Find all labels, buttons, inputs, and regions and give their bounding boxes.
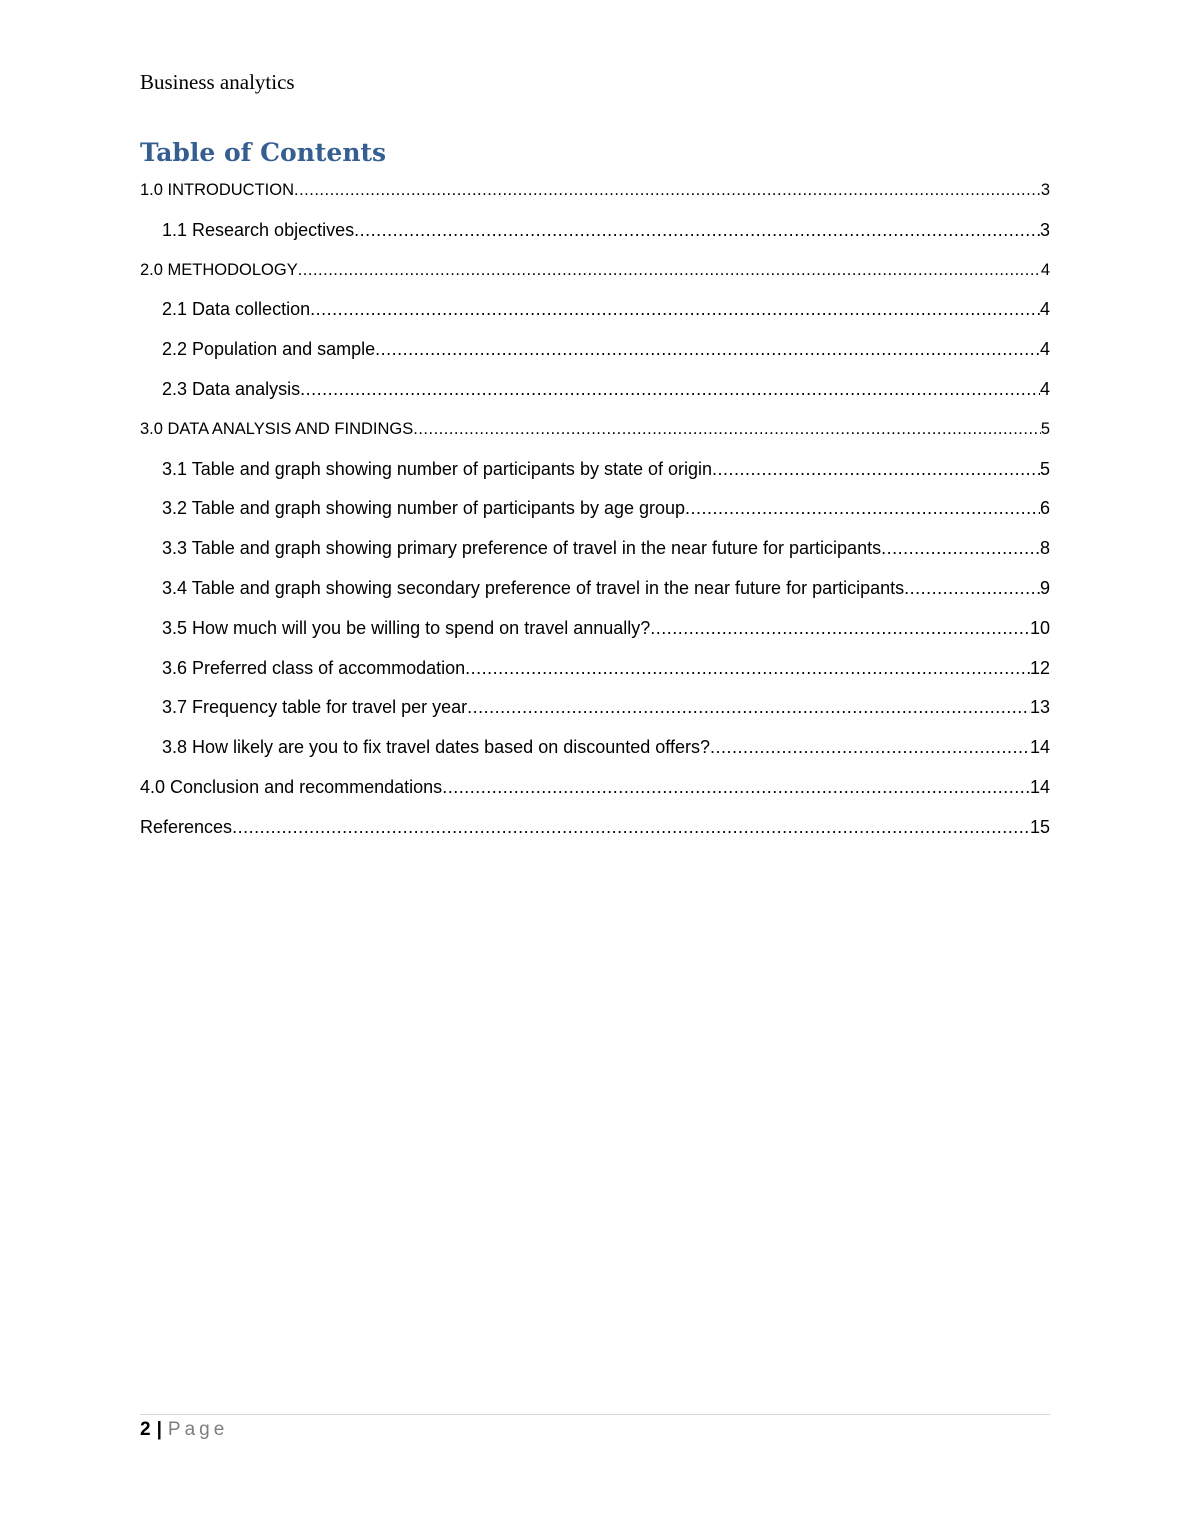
toc-dot-leader [442, 773, 1030, 801]
toc-entry[interactable] [140, 216, 1050, 256]
toc-entry-title: 2.0 METHODOLOGY [140, 260, 298, 279]
toc-dot-leader [685, 494, 1040, 522]
toc-dot-leader [232, 813, 1030, 841]
footer-page-label: Page [167, 1419, 229, 1440]
toc-dot-leader [465, 654, 1030, 682]
toc-entry-title: 3.1 Table and graph showing number of participants by state of origin [162, 458, 713, 479]
toc-entry[interactable] [140, 773, 1050, 813]
footer-separator: | [156, 1419, 162, 1440]
toc-entry-title: 3.5 How much will you be willing to spend on travel annually? [162, 617, 651, 638]
toc-dot-leader [712, 455, 1040, 483]
toc-dot-leader [413, 415, 1041, 443]
toc-entry-page: 8 [1039, 538, 1050, 559]
toc-dot-leader [710, 733, 1030, 761]
toc-entry-page: 14 [1029, 737, 1050, 758]
toc-entry-title: 3.4 Table and graph showing secondary preference of travel in the near future for participants [162, 577, 905, 598]
toc-entry[interactable] [140, 455, 1050, 495]
toc-entry-page: 6 [1039, 498, 1050, 519]
toc-dot-leader [300, 375, 1040, 403]
toc-entry-title: 3.2 Table and graph showing number of participants by age group [162, 498, 686, 519]
toc-entry-title: 3.3 Table and graph showing primary preference of travel in the near future for participants [162, 538, 882, 559]
toc-entry[interactable] [140, 614, 1050, 654]
toc-entry-page: 4 [1039, 299, 1050, 320]
toc-heading: Table of Contents [140, 138, 387, 167]
toc-entry-page: 4 [1039, 339, 1050, 360]
toc-dot-leader [650, 614, 1030, 642]
toc-entry-title: 3.0 DATA ANALYSIS AND FINDINGS [140, 419, 414, 438]
toc-entry-title: 3.8 How likely are you to fix travel dates based on discounted offers? [162, 737, 710, 758]
toc-entry-title: 1.1 Research objectives [162, 219, 355, 240]
toc-entry-page: 5 [1040, 419, 1050, 438]
toc-entry-title: 3.7 Frequency table for travel per year [162, 697, 468, 718]
toc-entry-page: 5 [1039, 458, 1050, 479]
toc-dot-leader [310, 295, 1040, 323]
footer-page-number: 2 [140, 1419, 151, 1440]
toc-entry[interactable] [140, 335, 1050, 375]
toc-entry[interactable] [140, 256, 1050, 296]
toc-entry[interactable] [140, 176, 1050, 216]
toc-dot-leader [354, 216, 1040, 244]
toc-entry-page: 3 [1040, 181, 1050, 199]
toc-entry-title: 1.0 INTRODUCTION [140, 181, 295, 199]
toc-entry-title: 4.0 Conclusion and recommendations [140, 776, 443, 797]
toc-entry-page: 12 [1029, 657, 1050, 678]
toc-entry-page: 4 [1040, 260, 1050, 279]
toc-entry-page: 9 [1039, 577, 1050, 598]
toc-entry-page: 13 [1029, 697, 1050, 718]
page-header: Business analytics [140, 70, 295, 94]
toc-entry-title: 2.3 Data analysis [162, 378, 301, 399]
toc-entry[interactable] [140, 693, 1050, 733]
toc-entry-page: 14 [1029, 776, 1050, 797]
toc-entry[interactable] [140, 295, 1050, 335]
toc-entry[interactable] [140, 534, 1050, 574]
footer-divider [140, 1414, 1050, 1415]
toc-dot-leader [904, 574, 1040, 602]
toc-dot-leader [881, 534, 1040, 562]
toc-entry[interactable] [140, 375, 1050, 415]
toc-entry-page: 10 [1029, 617, 1050, 638]
toc-entry-title: 2.2 Population and sample [162, 339, 376, 360]
toc-entry[interactable] [140, 654, 1050, 694]
toc-dot-leader [294, 176, 1041, 204]
toc-entry-title: References [140, 816, 233, 837]
table-of-contents [140, 176, 1050, 853]
toc-entry[interactable] [140, 574, 1050, 614]
toc-entry[interactable] [140, 415, 1050, 455]
page-footer [140, 1419, 228, 1441]
toc-entry[interactable] [140, 813, 1050, 853]
toc-dot-leader [298, 256, 1041, 284]
toc-entry-page: 15 [1029, 816, 1050, 837]
toc-entry-title: 2.1 Data collection [162, 299, 311, 320]
toc-entry[interactable] [140, 494, 1050, 534]
toc-entry[interactable] [140, 733, 1050, 773]
toc-entry-title: 3.6 Preferred class of accommodation [162, 657, 466, 678]
toc-entry-page: 4 [1039, 378, 1050, 399]
toc-dot-leader [467, 693, 1030, 721]
toc-dot-leader [375, 335, 1040, 363]
toc-entry-page: 3 [1039, 219, 1050, 240]
